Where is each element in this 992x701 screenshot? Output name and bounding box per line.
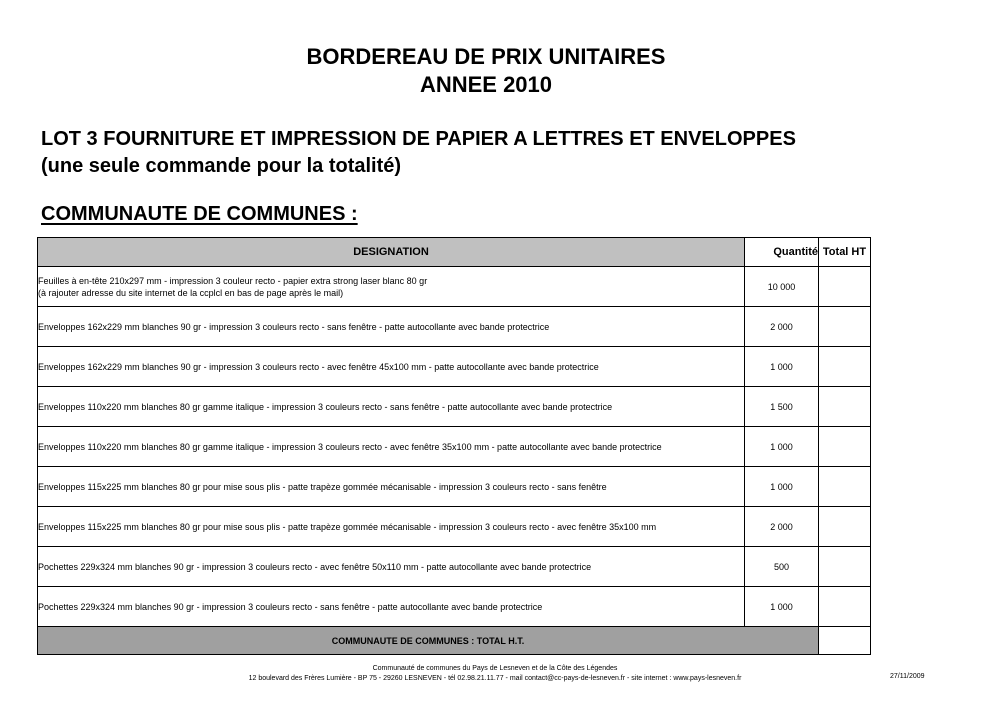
document-title: BORDEREAU DE PRIX UNITAIRES bbox=[306, 44, 666, 69]
row-designation: Enveloppes 162x229 mm blanches 90 gr - impression 3 couleurs recto - sans fenêtre - patte autocollante avec bande protectrice bbox=[38, 307, 745, 347]
table-row bbox=[38, 387, 871, 427]
table-row bbox=[38, 467, 871, 507]
row-designation: Pochettes 229x324 mm blanches 90 gr - impression 3 couleurs recto - sans fenêtre - patte autocollante avec bande protectrice bbox=[38, 587, 745, 627]
row-total-ht[interactable] bbox=[819, 387, 871, 427]
row-total-ht[interactable] bbox=[819, 267, 871, 307]
footer-address: 12 boulevard des Frères Lumière - BP 75 - 29260 LESNEVEN - tél 02.98.21.11.77 - mail contact@cc-pays-de-lesneven.fr - site internet : www.pays-lesneven.fr bbox=[248, 675, 742, 682]
row-total-ht[interactable] bbox=[819, 467, 871, 507]
table-total-row bbox=[38, 627, 871, 655]
table-row bbox=[38, 267, 871, 307]
footer-organisation: Communauté de communes du Pays de Lesneven et de la Côte des Légendes bbox=[372, 665, 618, 672]
row-quantity: 2 000 bbox=[745, 307, 819, 347]
document-year: ANNEE 2010 bbox=[419, 72, 553, 97]
total-row-value[interactable] bbox=[819, 627, 871, 655]
table-row bbox=[38, 587, 871, 627]
section-title: COMMUNAUTE DE COMMUNES : bbox=[41, 203, 358, 225]
row-total-ht[interactable] bbox=[819, 507, 871, 547]
total-row-label: COMMUNAUTE DE COMMUNES : TOTAL H.T. bbox=[38, 627, 819, 655]
row-total-ht[interactable] bbox=[819, 587, 871, 627]
row-total-ht[interactable] bbox=[819, 547, 871, 587]
row-total-ht[interactable] bbox=[819, 427, 871, 467]
row-quantity: 1 000 bbox=[745, 427, 819, 467]
row-quantity: 500 bbox=[745, 547, 819, 587]
table-row bbox=[38, 507, 871, 547]
lot-subtitle: (une seule commande pour la totalité) bbox=[41, 155, 402, 177]
row-quantity: 1 000 bbox=[745, 467, 819, 507]
row-quantity: 1 000 bbox=[745, 587, 819, 627]
table-row bbox=[38, 427, 871, 467]
header-total-ht: Total HT bbox=[819, 238, 871, 267]
table-row bbox=[38, 307, 871, 347]
row-designation: Enveloppes 110x220 mm blanches 80 gr gamme italique - impression 3 couleurs recto - sans fenêtre - patte autocollante avec bande protectrice bbox=[38, 387, 745, 427]
page-footer bbox=[240, 664, 750, 684]
row-total-ht[interactable] bbox=[819, 307, 871, 347]
row-designation-note: (à rajouter adresse du site internet de la ccplcl en bas de page après le mail) bbox=[38, 287, 344, 298]
price-table bbox=[37, 237, 871, 655]
header-designation: DESIGNATION bbox=[38, 238, 745, 267]
row-quantity: 2 000 bbox=[745, 507, 819, 547]
lot-title: LOT 3 FOURNITURE ET IMPRESSION DE PAPIER A LETTRES ET ENVELOPPES bbox=[41, 128, 796, 150]
row-designation bbox=[38, 267, 745, 307]
row-designation: Enveloppes 115x225 mm blanches 80 gr pour mise sous plis - patte trapèze gommée mécanisable - impression 3 couleurs recto - avec fenêtre 35x100 mm bbox=[38, 507, 745, 547]
row-quantity: 1 000 bbox=[745, 347, 819, 387]
header-quantity: Quantité bbox=[745, 238, 819, 267]
row-designation: Enveloppes 162x229 mm blanches 90 gr - impression 3 couleurs recto - avec fenêtre 45x100 mm - patte autocollante avec bande protectrice bbox=[38, 347, 745, 387]
table-header-row bbox=[38, 238, 871, 267]
row-designation: Pochettes 229x324 mm blanches 90 gr - impression 3 couleurs recto - avec fenêtre 50x110 mm - patte autocollante avec bande protectrice bbox=[38, 547, 745, 587]
row-designation-text: Feuilles à en-tête 210x297 mm - impression 3 couleur recto - papier extra strong laser blanc 80 gr bbox=[38, 275, 428, 286]
table-row bbox=[38, 347, 871, 387]
row-designation: Enveloppes 115x225 mm blanches 80 gr pour mise sous plis - patte trapèze gommée mécanisable - impression 3 couleurs recto - sans fenêtre bbox=[38, 467, 745, 507]
table-row bbox=[38, 547, 871, 587]
row-quantity: 1 500 bbox=[745, 387, 819, 427]
footer-date: 27/11/2009 bbox=[890, 673, 925, 680]
row-quantity: 10 000 bbox=[745, 267, 819, 307]
row-designation: Enveloppes 110x220 mm blanches 80 gr gamme italique - impression 3 couleurs recto - avec fenêtre 35x100 mm - patte autocollante avec bande protectrice bbox=[38, 427, 745, 467]
row-total-ht[interactable] bbox=[819, 347, 871, 387]
